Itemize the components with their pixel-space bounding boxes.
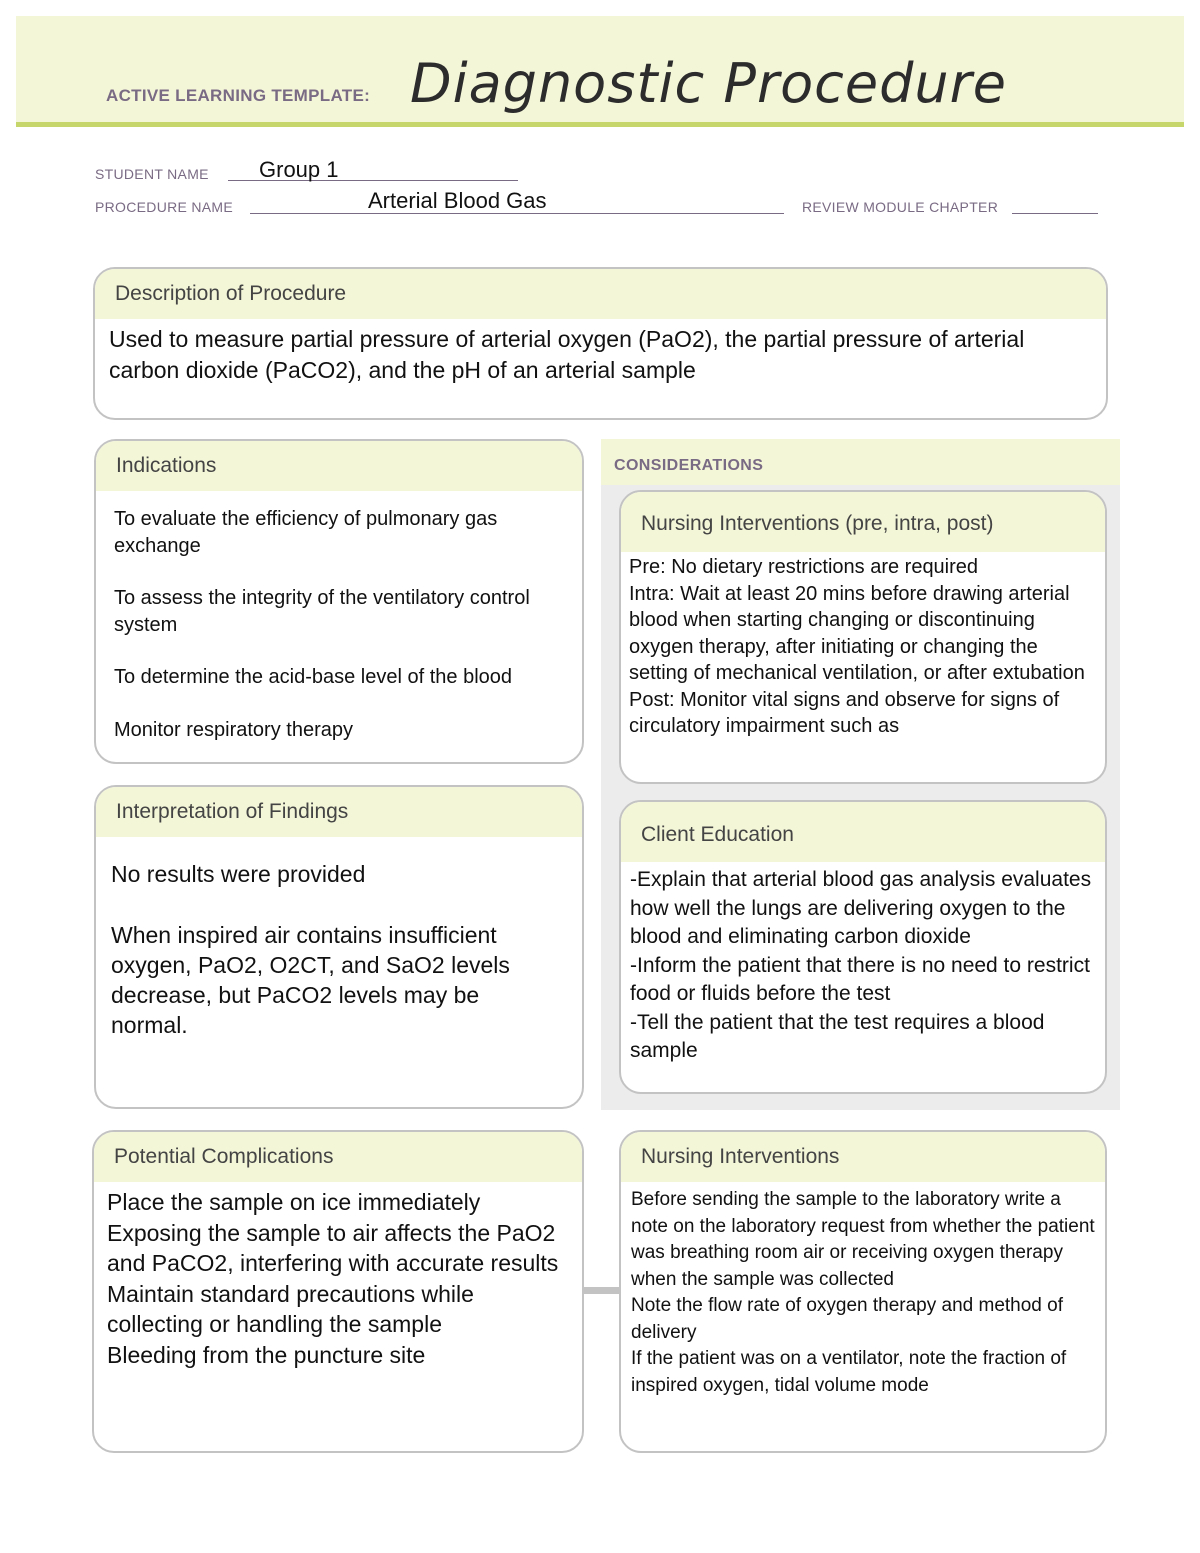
- client-education-heading: Client Education: [621, 802, 1105, 862]
- nursing-intervention-item: If the patient was on a ventilator, note the fraction of inspired oxygen, tidal volume mode: [631, 1348, 1067, 1396]
- connector-bar: [583, 1287, 621, 1294]
- nursing-interventions-pip-heading: Nursing Interventions (pre, intra, post): [621, 492, 1105, 552]
- complication-item: Place the sample on ice immediately: [107, 1189, 481, 1215]
- procedure-name-value[interactable]: Arterial Blood Gas: [368, 188, 547, 213]
- header-rule: [16, 122, 1184, 127]
- interpretation-box: [94, 785, 584, 1109]
- nursing-interventions-pip-box: [619, 490, 1107, 784]
- indication-item: To determine the acid-base level of the blood: [114, 666, 513, 688]
- complication-item: Maintain standard precautions while collecting or handling the sample: [107, 1280, 474, 1337]
- review-module-chapter-line[interactable]: [1012, 213, 1098, 214]
- student-name-label: STUDENT NAME: [95, 166, 209, 182]
- student-name-value[interactable]: Group 1: [259, 157, 339, 182]
- nursing-interventions-heading: Nursing Interventions: [621, 1132, 1105, 1182]
- post-intervention: Post: Monitor vital signs and observe for signs of circulatory impairment such as: [629, 688, 1060, 737]
- education-item: -Explain that arterial blood gas analysis evaluates how well the lungs are delivering oxygen to the blood and eliminating carbon dioxide: [630, 868, 1092, 948]
- education-item: -Tell the patient that the test requires a blood sample: [630, 1010, 1045, 1062]
- page-title: Diagnostic Procedure: [410, 52, 1008, 115]
- considerations-label: CONSIDERATIONS: [614, 457, 764, 474]
- review-module-chapter-label: REVIEW MODULE CHAPTER: [802, 199, 999, 215]
- client-education-box: [619, 800, 1107, 1094]
- description-text: Used to measure partial pressure of arterial oxygen (PaO2), the partial pressure of arterial carbon dioxide (PaCO2), and the pH of an arterial sample: [109, 326, 1025, 383]
- complications-heading: Potential Complications: [94, 1132, 582, 1182]
- indication-item: To evaluate the efficiency of pulmonary gas exchange: [114, 508, 498, 557]
- education-item: -Inform the patient that there is no need to restrict food or fluids before the test: [630, 953, 1090, 1005]
- interpretation-no-results: No results were provided: [111, 861, 366, 887]
- procedure-name-label: PROCEDURE NAME: [95, 199, 233, 215]
- indication-item: To assess the integrity of the ventilatory control system: [114, 587, 530, 636]
- description-box: [93, 267, 1108, 420]
- complications-box: [92, 1130, 584, 1453]
- template-label: ACTIVE LEARNING TEMPLATE:: [106, 86, 371, 105]
- indications-box: [94, 439, 584, 764]
- complication-item: Exposing the sample to air affects the PaO2 and PaCO2, interfering with accurate results: [107, 1219, 559, 1276]
- pre-intervention: Pre: No dietary restrictions are required: [629, 556, 979, 578]
- complication-item: Bleeding from the puncture site: [107, 1341, 426, 1368]
- interpretation-heading: Interpretation of Findings: [96, 787, 582, 837]
- nursing-intervention-item: Note the flow rate of oxygen therapy and method of delivery: [631, 1295, 1063, 1343]
- nursing-intervention-item: Before sending the sample to the laboratory write a note on the laboratory request from whether the patient was breathing room air or receiving oxygen therapy when the sample was collected: [631, 1189, 1095, 1290]
- intra-intervention: Intra: Wait at least 20 mins before drawing arterial blood when starting changing or discontinuing oxygen therapy, after initiating or changing the setting of mechanical ventilation, or after extubation: [629, 582, 1085, 684]
- indication-item: Monitor respiratory therapy: [114, 718, 353, 741]
- nursing-interventions-box: [619, 1130, 1107, 1453]
- considerations-caption: [601, 439, 1120, 485]
- indications-heading: Indications: [96, 441, 582, 491]
- interpretation-text: When inspired air contains insufficient oxygen, PaO2, O2CT, and SaO2 levels decrease, but PaCO2 levels may be normal.: [111, 922, 510, 1038]
- description-heading: Description of Procedure: [95, 269, 1106, 319]
